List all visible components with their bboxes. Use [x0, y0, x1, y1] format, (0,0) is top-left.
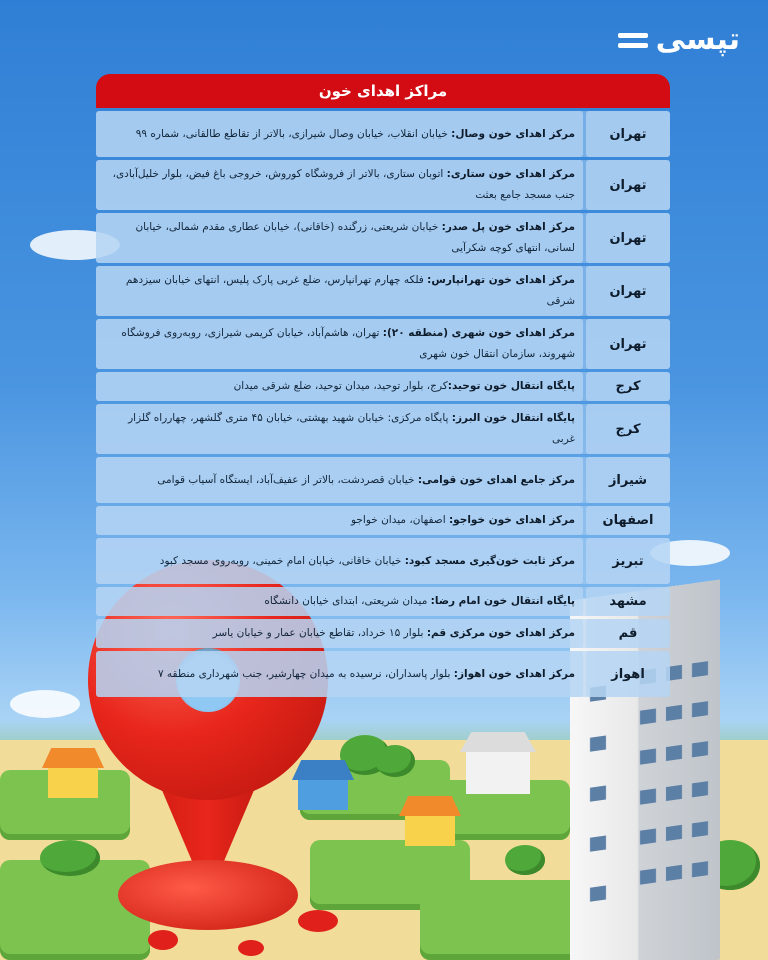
house [405, 814, 455, 846]
center-address: خیابان قصردشت، بالاتر از عفیف‌آباد، ایستگاه آسیاب قوامی [157, 473, 415, 486]
center-address: خیابان شریعتی، زرگنده (خاقانی)، خیابان عطاری مقدم شمالی، خیابان لسانی، انتهای کوچه شکرآیی [135, 221, 575, 254]
center-address: میدان شریعتی، ابتدای خیابان دانشگاه [264, 595, 428, 607]
table-row [96, 213, 670, 263]
house [466, 750, 530, 794]
city-cell: قم [586, 619, 670, 648]
address-cell [96, 213, 583, 263]
city-cell: تهران [586, 160, 670, 210]
center-name: پایگاه انتقال خون امام رضا: [430, 595, 575, 607]
address-cell [96, 372, 583, 401]
table-row [96, 538, 670, 584]
center-address: کرج، بلوار توحید، میدان توحید، ضلع شرقی میدان [233, 380, 448, 392]
table-row [96, 587, 670, 616]
center-name: مرکز اهدای خون مرکزی قم: [426, 627, 575, 639]
address-cell [96, 506, 583, 535]
center-address: اصفهان، میدان خواجو [351, 514, 446, 526]
center-name: مرکز جامع اهدای خون قوامی: [417, 473, 575, 486]
center-name: مرکز اهدای خون شهری (منطقه ۲۰): [382, 327, 575, 339]
address-cell [96, 457, 583, 503]
center-address: اتوبان ستاری، بالاتر از فروشگاه کوروش، خروجی باغ فیض، بلوار خلیل‌آبادی، جنب مسجد جامع بعثت [112, 168, 575, 201]
city-cell: اهواز [586, 651, 670, 697]
center-name: مرکز ثابت خون‌گیری مسجد کبود: [404, 554, 575, 567]
lawn [420, 880, 580, 960]
brand-logo [618, 24, 740, 56]
center-name: پایگاه انتقال خون البرز: [451, 412, 575, 424]
cloud [10, 690, 80, 718]
city-cell: تهران [586, 319, 670, 369]
table-row [96, 372, 670, 401]
table-row [96, 266, 670, 316]
logo-mark-icon [618, 33, 648, 48]
address-cell [96, 538, 583, 584]
table-row [96, 319, 670, 369]
city-cell: شیراز [586, 457, 670, 503]
center-name: مرکز اهدای خون اهواز: [453, 667, 575, 680]
address-cell [96, 651, 583, 697]
city-cell: کرج [586, 372, 670, 401]
center-name: مرکز اهدای خون خواجو: [448, 514, 575, 526]
address-cell [96, 111, 583, 157]
center-name: مرکز اهدای خون وصال: [451, 127, 575, 140]
brand-name: تپسی [655, 22, 740, 57]
city-cell: تبریز [586, 538, 670, 584]
city-cell: تهران [586, 111, 670, 157]
table-row [96, 457, 670, 503]
center-name: مرکز اهدای خون تهرانپارس: [427, 274, 575, 286]
address-cell [96, 160, 583, 210]
city-cell: تهران [586, 266, 670, 316]
bush [505, 845, 545, 875]
address-cell [96, 587, 583, 616]
table-row [96, 506, 670, 535]
table-row [96, 111, 670, 157]
center-name: پایگاه انتقال خون توحید: [447, 380, 575, 392]
address-cell [96, 266, 583, 316]
table-rows [96, 111, 670, 697]
address-cell [96, 404, 583, 454]
center-name: مرکز اهدای خون پل صدر: [441, 221, 575, 233]
table-title: مراکز اهدای خون [96, 74, 670, 108]
center-address: بلوار پاسداران، نرسیده به میدان چهارشیر، جنب شهرداری منطقه ۷ [157, 667, 451, 680]
center-name: مرکز اهدای خون ستاری: [446, 168, 575, 180]
address-cell [96, 619, 583, 648]
table-row [96, 404, 670, 454]
city-cell: مشهد [586, 587, 670, 616]
center-address: فلکه چهارم تهرانپارس، ضلع غربی پارک پلیس، انتهای خیابان سیزدهم شرقی [125, 274, 575, 307]
table-row [96, 160, 670, 210]
city-cell: اصفهان [586, 506, 670, 535]
center-address: تهران، هاشم‌آباد، خیابان کریمی شیرازی، روبه‌روی فروشگاه شهروند، سازمان انتقال خون شهری [121, 327, 575, 360]
center-address: خیابان انقلاب، خیابان وصال شیرازی، بالاتر از تقاطع طالقانی، شماره ۹۹ [135, 127, 448, 140]
centers-table [96, 74, 670, 682]
bush [375, 745, 415, 777]
address-cell [96, 319, 583, 369]
table-row [96, 619, 670, 648]
center-address: بلوار ۱۵ خرداد، تقاطع خیابان عمار و خیابان یاسر [212, 627, 424, 639]
city-cell: کرج [586, 404, 670, 454]
center-address: خیابان خاقانی، خیابان امام خمینی، روبه‌روی مسجد کبود [159, 554, 402, 567]
city-cell: تهران [586, 213, 670, 263]
center-address: پایگاه مرکزی: خیابان شهید بهشتی، خیابان ۴۵ متری گلشهر، چهارراه گلزار غربی [128, 412, 575, 445]
table-row [96, 651, 670, 697]
